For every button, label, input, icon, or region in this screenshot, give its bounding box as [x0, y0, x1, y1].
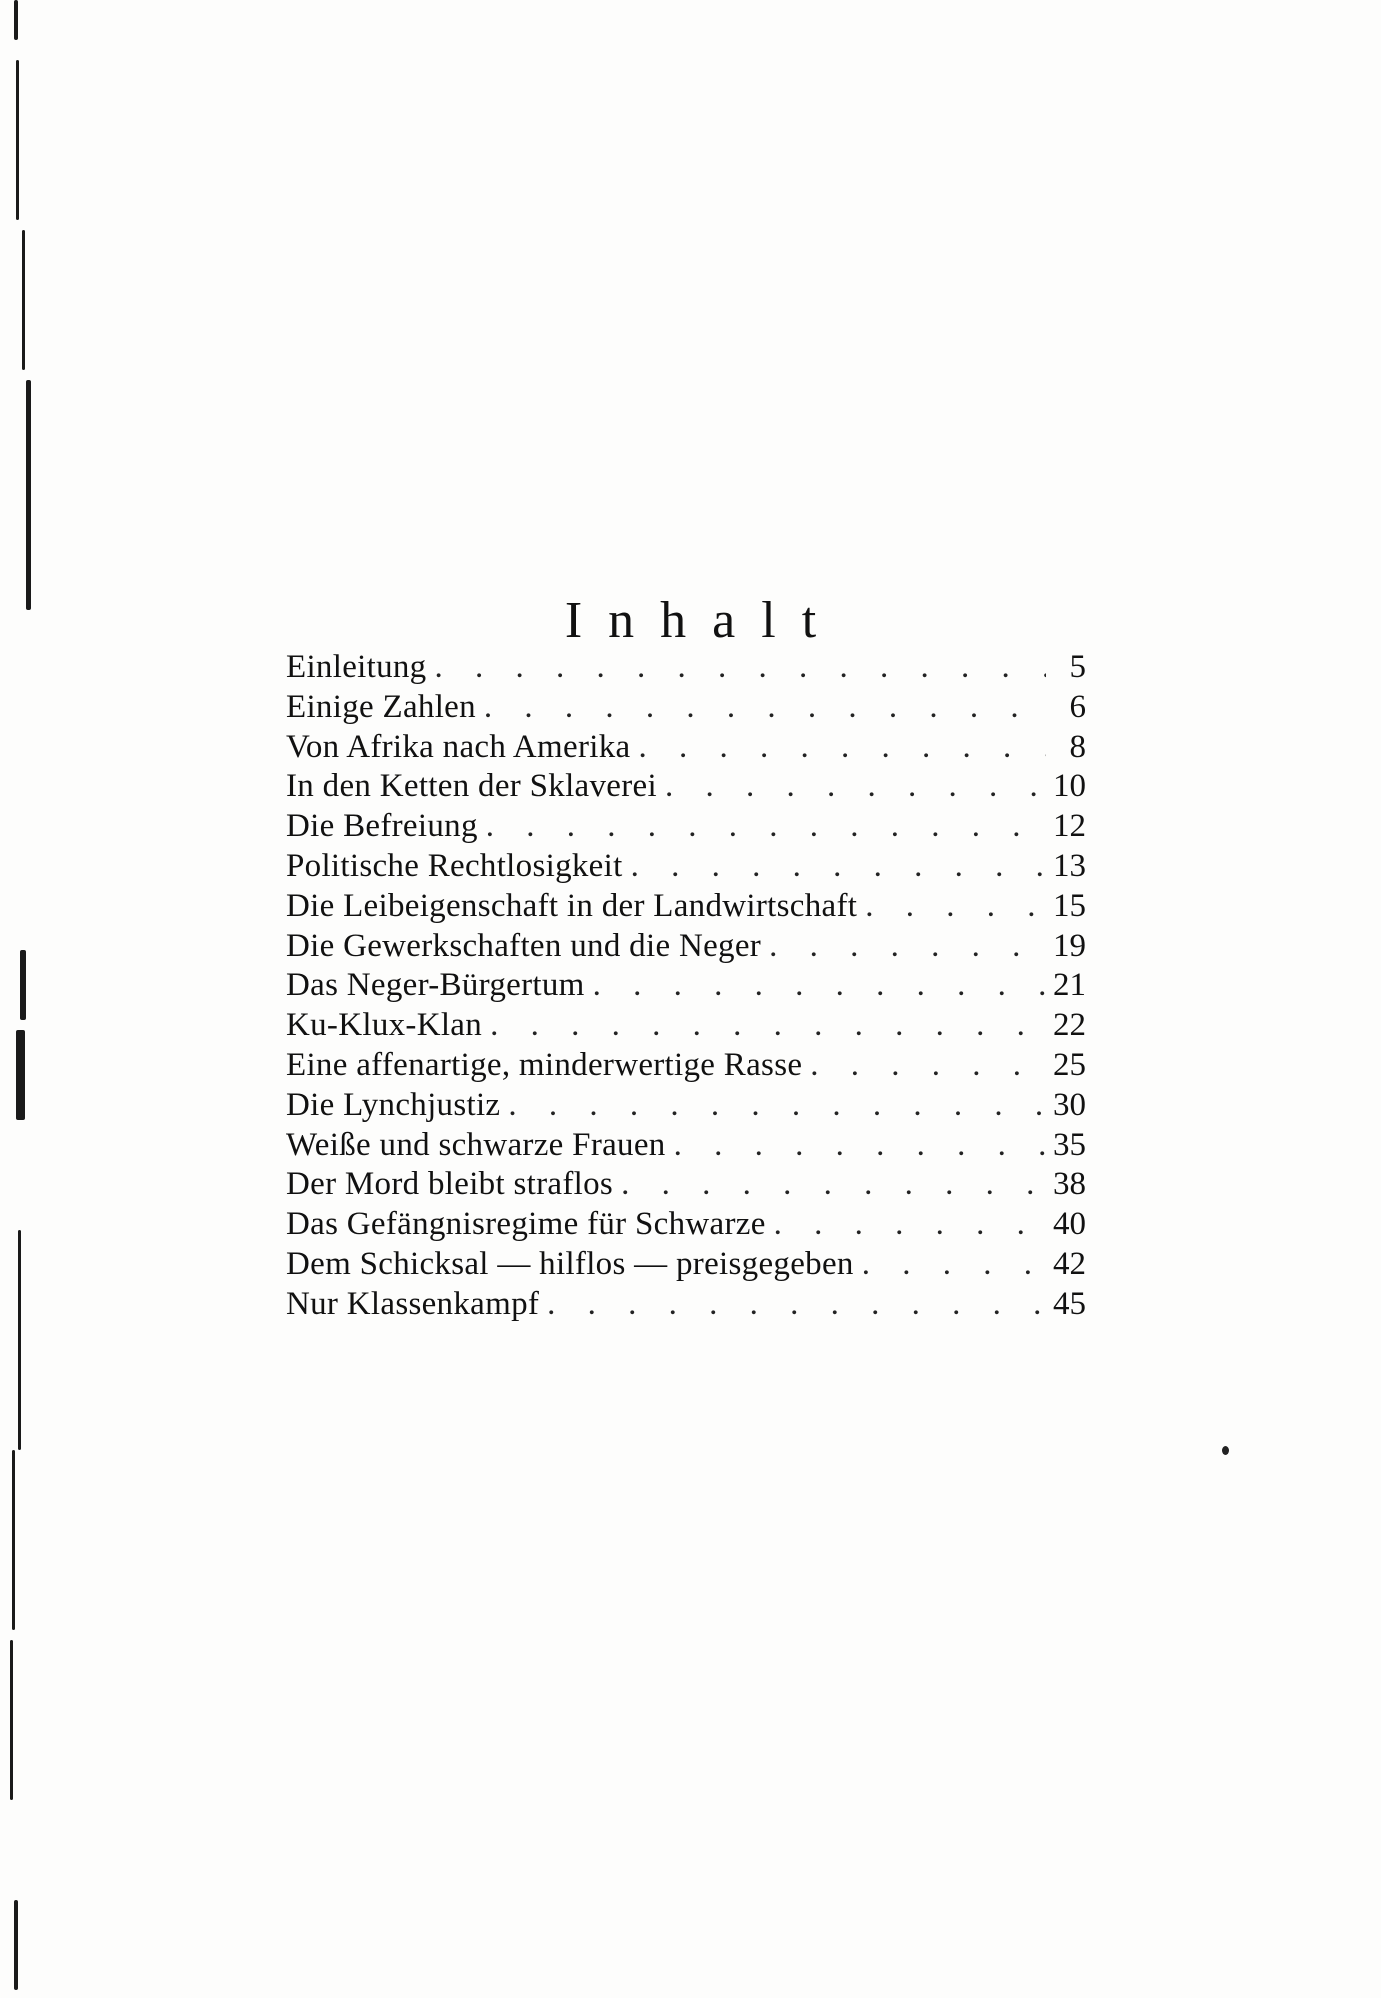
toc-entry-page: 15: [1053, 887, 1086, 924]
toc-entry-title: Ku-Klux-Klan: [286, 1007, 483, 1044]
toc-entry-page: 8: [1069, 728, 1086, 765]
toc-entry-title: In den Ketten der Sklaverei: [286, 768, 657, 805]
toc-entry-title: Politische Rechtlosigkeit: [286, 847, 623, 884]
toc-entry: [286, 648, 1086, 688]
toc-entry: [286, 688, 1086, 728]
toc-entry: [286, 1046, 1086, 1086]
toc-leader-dots: [802, 1046, 1046, 1086]
toc-entry: [286, 807, 1086, 847]
toc-entry-page: 6: [1069, 688, 1086, 725]
toc-entry-page: 19: [1053, 927, 1086, 964]
toc-entry-title: Weiße und schwarze Frauen: [286, 1126, 666, 1163]
toc-leader-dots: [854, 1245, 1046, 1285]
toc-entry-title: Die Leibeigenschaft in der Landwirtschaft: [286, 887, 858, 924]
toc-entry-title: Dem Schicksal — hilflos — preisgegeben: [286, 1245, 854, 1282]
binding-edge-mark: [12, 1450, 15, 1630]
toc-entry-title: Einleitung: [286, 649, 427, 685]
binding-edge-mark: [16, 60, 19, 220]
toc-entry: [286, 1205, 1086, 1245]
toc-entry: [286, 1165, 1086, 1205]
toc-entry: [286, 767, 1086, 807]
toc-entry-title: Von Afrika nach Amerika: [286, 728, 631, 765]
toc-leader-dots: [766, 1205, 1046, 1245]
toc-entry-title: Nur Klassenkampf: [286, 1285, 540, 1322]
toc-entry: [286, 728, 1086, 768]
toc-entry: [286, 966, 1086, 1006]
toc-leader-dots: [482, 1006, 1046, 1046]
toc-entry-page: 12: [1053, 808, 1086, 845]
toc-entry-page: 45: [1053, 1285, 1086, 1322]
toc-leader-dots: [478, 807, 1046, 847]
toc-leader-dots: [657, 767, 1046, 807]
toc-entry-page: 10: [1053, 768, 1086, 805]
toc-entry-page: 5: [1069, 649, 1086, 685]
toc-entry-page: 38: [1053, 1166, 1086, 1203]
toc-leader-dots: [761, 927, 1046, 967]
toc-leader-dots: [613, 1165, 1046, 1205]
toc-leader-dots: [857, 887, 1046, 927]
toc-entry-page: 25: [1053, 1046, 1086, 1083]
binding-edge-mark: [26, 380, 31, 610]
ink-speck: [1222, 1446, 1229, 1455]
toc-entry-title: Die Befreiung: [286, 808, 478, 845]
toc-entry-page: 21: [1053, 967, 1086, 1004]
toc-entry-page: 42: [1053, 1245, 1086, 1282]
toc-entry-title: Die Lynchjustiz: [286, 1086, 501, 1123]
table-of-contents: [286, 648, 1086, 1325]
binding-edge-mark: [14, 0, 18, 40]
toc-entry-title: Die Gewerkschaften und die Neger: [286, 927, 762, 964]
toc-entry-page: 13: [1053, 847, 1086, 884]
toc-entry: [286, 1245, 1086, 1285]
toc-entry: [286, 927, 1086, 967]
page-title: Inhalt: [564, 591, 843, 649]
toc-entry: [286, 847, 1086, 887]
toc-entry-page: 30: [1053, 1086, 1086, 1123]
binding-edge-mark: [22, 230, 25, 370]
binding-edge-mark: [16, 1030, 25, 1120]
toc-leader-dots: [476, 688, 1046, 728]
toc-leader-dots: [666, 1126, 1046, 1166]
toc-entry: [286, 1086, 1086, 1126]
binding-edge-mark: [18, 1230, 21, 1450]
toc-entry: [286, 1006, 1086, 1046]
toc-leader-dots: [585, 966, 1046, 1006]
toc-entry-title: Einige Zahlen: [286, 688, 476, 725]
toc-entry: [286, 1285, 1086, 1325]
toc-leader-dots: [630, 728, 1046, 768]
toc-entry-page: 35: [1053, 1126, 1086, 1163]
binding-edge-mark: [10, 1640, 13, 1800]
toc-entry-page: 40: [1053, 1206, 1086, 1243]
toc-entry-title: Der Mord bleibt straflos: [286, 1166, 614, 1203]
toc-entry: [286, 1126, 1086, 1166]
toc-leader-dots: [500, 1086, 1046, 1126]
toc-entry-title: Eine affenartige, minderwertige Rasse: [286, 1046, 803, 1083]
toc-entry: [286, 887, 1086, 927]
toc-entry-title: Das Neger-Bürgertum: [286, 967, 585, 1004]
toc-entry-title: Das Gefängnisregime für Schwarze: [286, 1206, 766, 1243]
toc-entry-page: 22: [1053, 1007, 1086, 1044]
toc-leader-dots: [426, 648, 1046, 688]
binding-edge-mark: [20, 950, 26, 1020]
toc-leader-dots: [539, 1285, 1046, 1325]
toc-leader-dots: [623, 847, 1046, 887]
binding-edge-mark: [14, 1900, 18, 1990]
